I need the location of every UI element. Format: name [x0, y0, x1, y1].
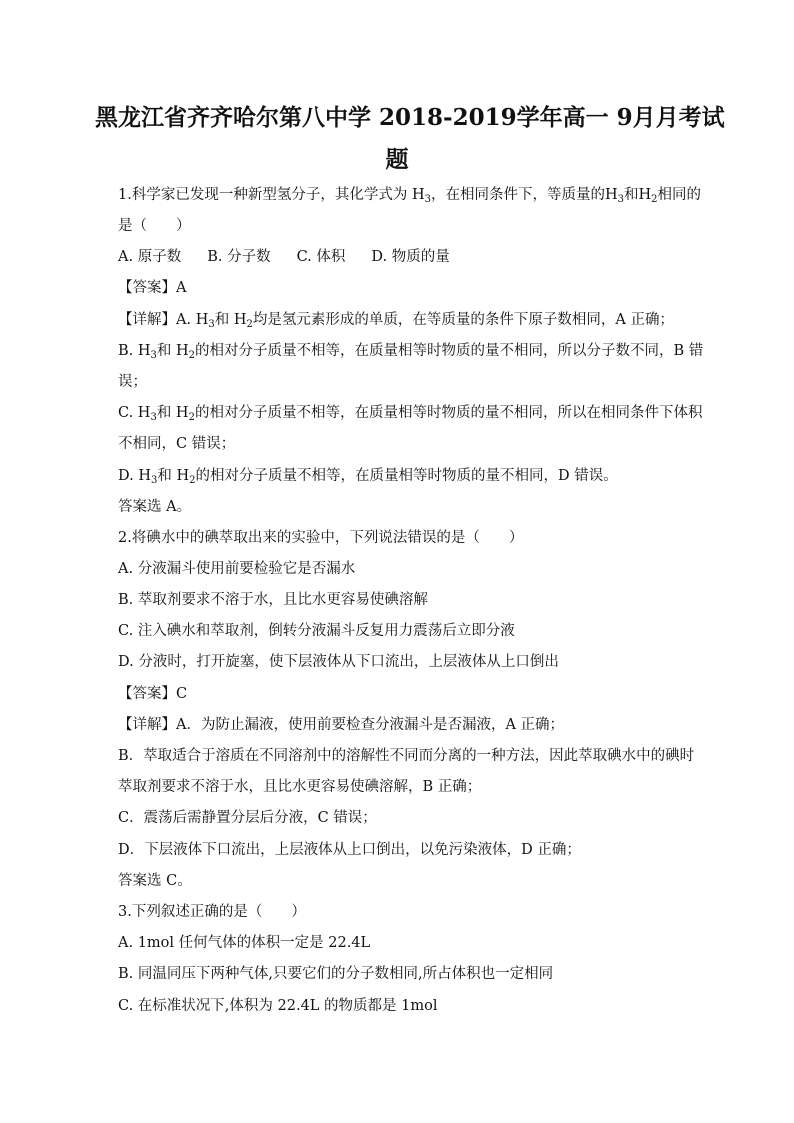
- q1-detail-b-line-2: 误；: [118, 374, 147, 390]
- q3-option-b: B. 同温同压下两种气体,只要它们的分子数相同,所占体积也一定相同: [118, 966, 554, 982]
- q1-stem-line-2: 是（ ）: [118, 218, 191, 234]
- q1-conclusion: 答案选 A。: [118, 499, 192, 515]
- q1-option-d: D. 物质的量: [371, 249, 450, 265]
- q3-option-a: A. 1mol 任何气体的体积一定是 22.4L: [118, 935, 371, 951]
- q2-option-c: C. 注入碘水和萃取剂，倒转分液漏斗反复用力震荡后立即分液: [118, 623, 515, 639]
- q2-detail-b-line-2: 萃取剂要求不溶于水，且比水更容易使碘溶解，B 正确；: [118, 779, 482, 795]
- q3-option-c: C. 在标准状况下,体积为 22.4L 的物质都是 1mol: [118, 998, 438, 1014]
- q2-detail-d: D．下层液体下口流出，上层液体从上口倒出，以免污染液体，D 正确；: [118, 842, 581, 858]
- q1-detail-c: C. $H_3$和 $H_2$的相对分子质量不相等，在质量相等时物质的量不相同，所以在相同条件下体积: [118, 405, 703, 423]
- q1-answer: 【答案】A: [118, 280, 187, 296]
- q2-stem: 2.将碘水中的碘萃取出来的实验中，下列说法错误的是（ ）: [118, 530, 524, 546]
- q1-option-c: C. 体积: [296, 249, 346, 265]
- q3-stem: 3.下列叙述正确的是（ ）: [118, 904, 306, 920]
- q2-option-a: A. 分液漏斗使用前要检验它是否漏水: [118, 561, 356, 577]
- q2-answer: 【答案】C: [118, 686, 188, 702]
- q2-option-b: B. 萃取剂要求不溶于水，且比水更容易使碘溶解: [118, 592, 428, 608]
- q1-options: [118, 247, 678, 267]
- q1-detail-d: D. $H_3$和 $H_2$的相对分子质量不相等，在质量相等时物质的量不相同，D 错误。: [118, 468, 618, 486]
- q1-detail-a: 【详解】A. $H_3$和 $H_2$均是氢元素形成的单质，在等质量的条件下原子数相同，A 正确；: [118, 312, 674, 330]
- document-title-line-1: 黑龙江省齐齐哈尔第八中学 2018-2019学年高一 9月月考试: [95, 104, 725, 131]
- q1-detail-c-line-2: 不相同，C 错误；: [118, 436, 236, 452]
- q2-detail-c: C．震荡后需静置分层后分液，C 错误；: [118, 810, 377, 826]
- q1-stem: 1.科学家已发现一种新型氢分子，其化学式为 $H_3$，在相同条件下，等质量的$H_3$和$H_2$相同的: [118, 187, 702, 205]
- q1-option-a: A. 原子数: [118, 249, 182, 265]
- q2-detail-b: B．萃取适合于溶质在不同溶剂中的溶解性不同而分离的一种方法，因此萃取碘水中的碘时: [118, 748, 695, 764]
- q1-option-b: B. 分子数: [207, 249, 271, 265]
- document-title-line-2: 题: [385, 146, 409, 173]
- q2-option-d: D. 分液时，打开旋塞，使下层液体从下口流出，上层液体从上口倒出: [118, 654, 559, 670]
- q2-conclusion: 答案选 C。: [118, 873, 192, 889]
- q2-detail-a: 【详解】A．为防止漏液，使用前要检查分液漏斗是否漏液，A 正确；: [118, 717, 565, 733]
- q1-detail-b: B. $H_3$和 $H_2$的相对分子质量不相等，在质量相等时物质的量不相同，所以分子数不同，B 错: [118, 343, 704, 361]
